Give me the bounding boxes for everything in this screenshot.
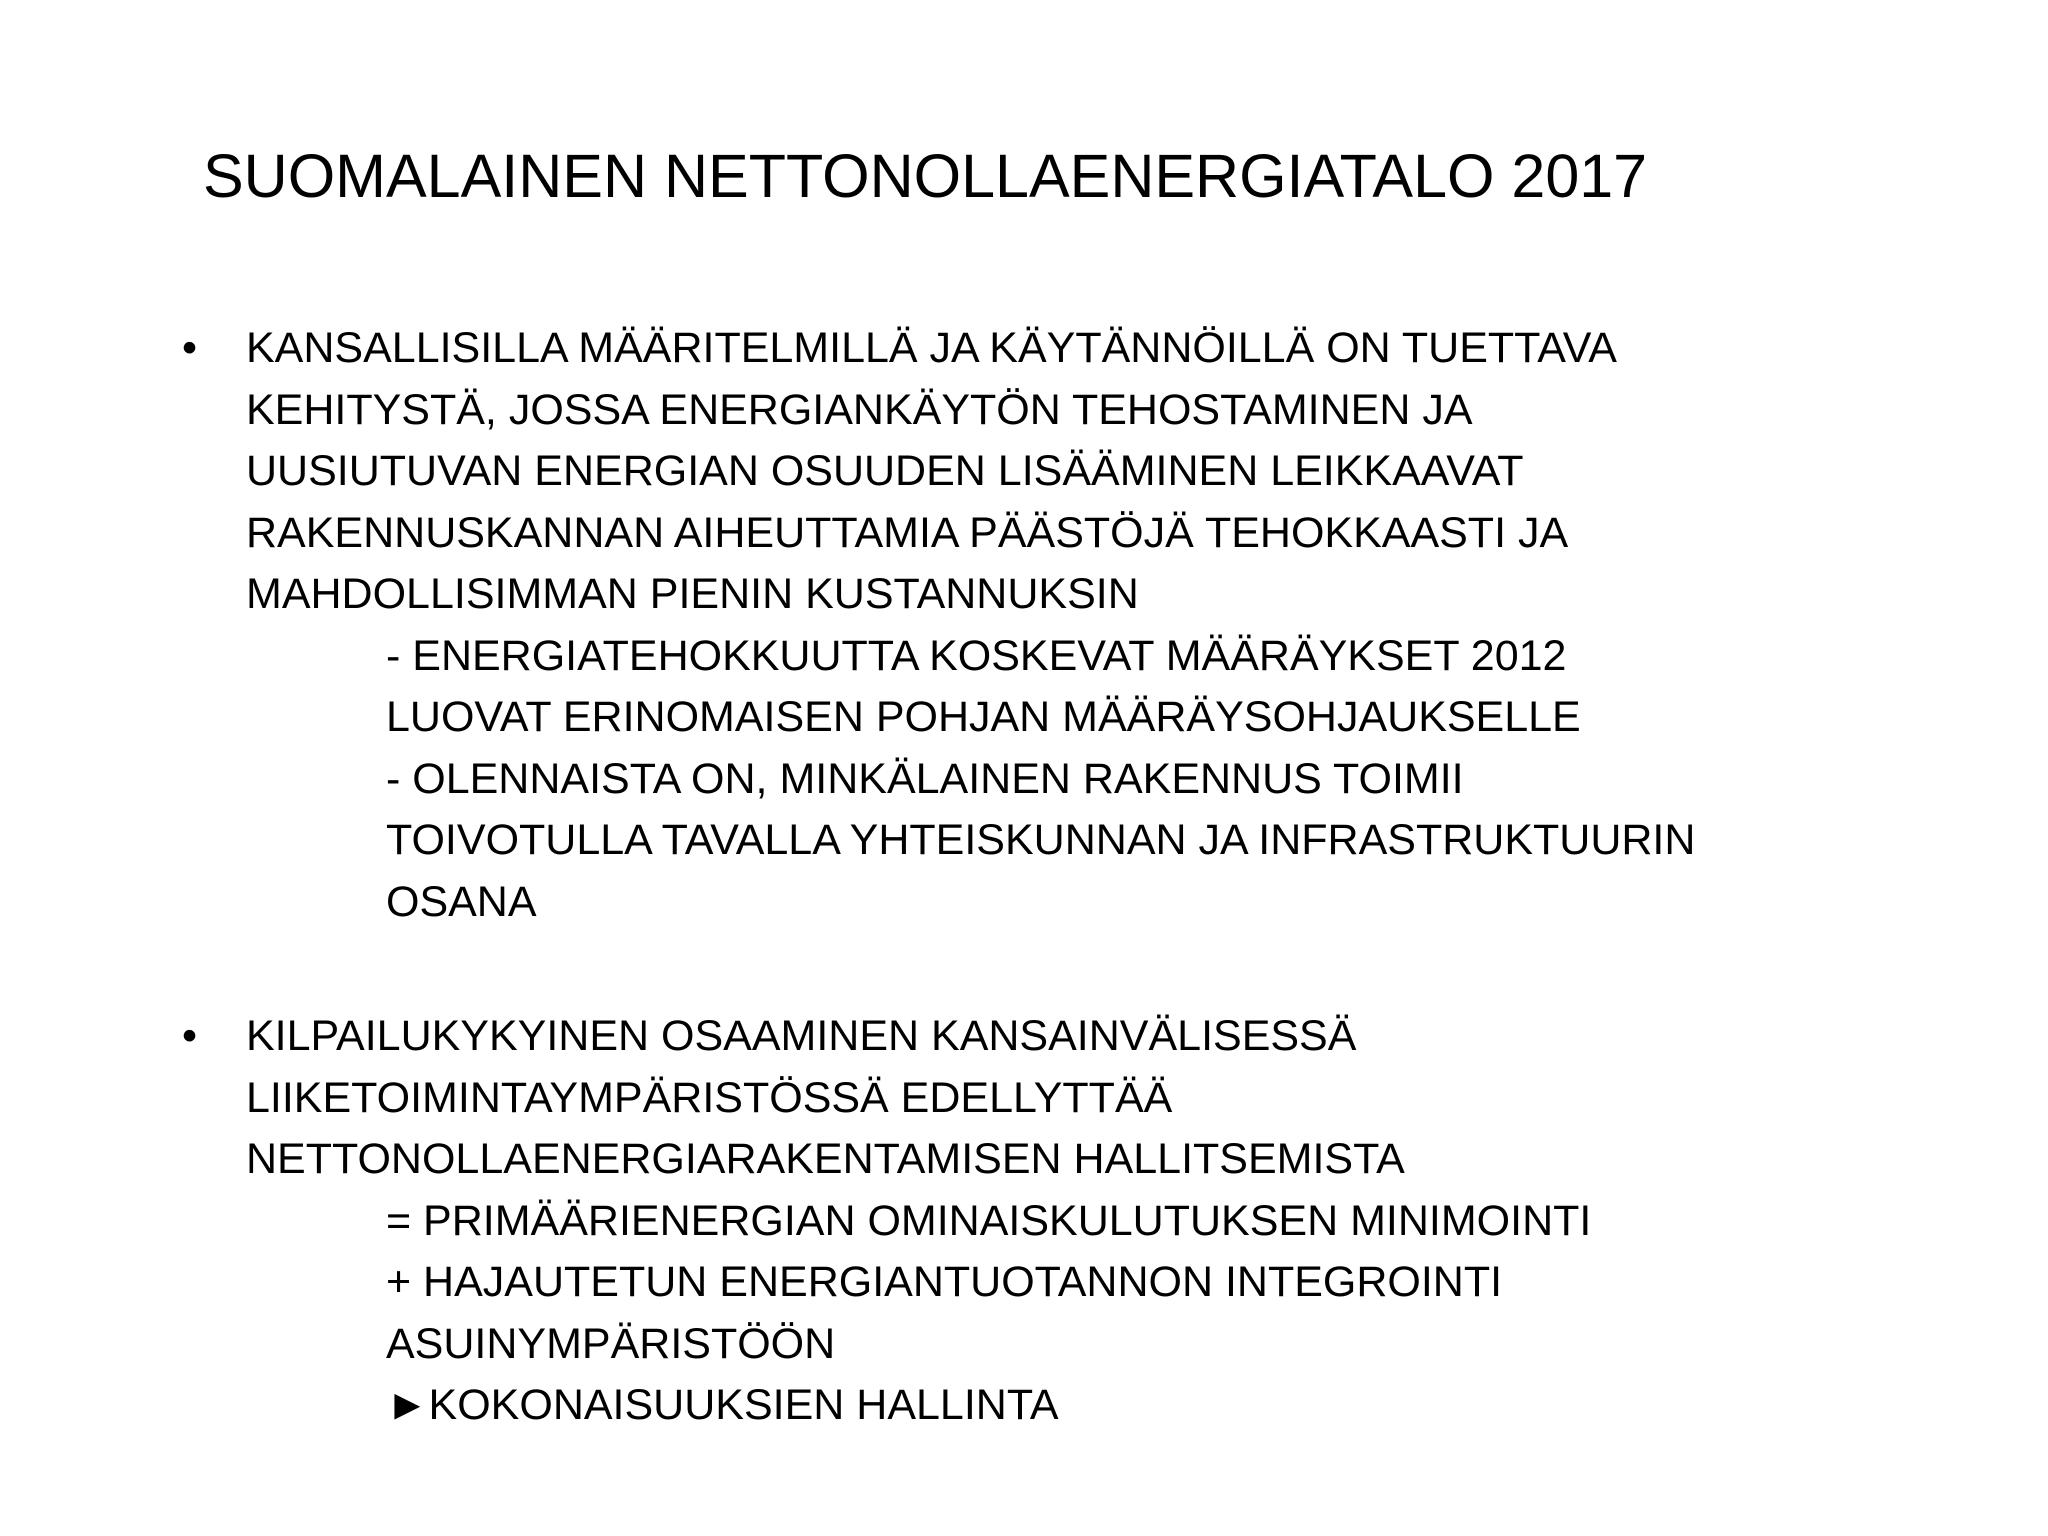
bullet-2-sub-line-2: + HAJAUTETUN ENERGIANTUOTANNON INTEGROINTI: [386, 1258, 1503, 1306]
bullet-1: [246, 318, 1696, 933]
bullet-1-sub-line-2: LUOVAT ERINOMAISEN POHJAN MÄÄRÄYSOHJAUKSELLE: [386, 693, 1581, 741]
bullet-1-line-1: KANSALLISILLA MÄÄRITELMILLÄ JA KÄYTÄNNÖILLÄ ON TUETTAVA: [246, 324, 1617, 372]
bullet-1-marker: •: [182, 324, 198, 372]
bullet-1-line-5: MAHDOLLISIMMAN PIENIN KUSTANNUKSIN: [246, 570, 1139, 618]
bullet-1-sub-line-1: - ENERGIATEHOKKUUTTA KOSKEVAT MÄÄRÄYKSET 2012: [386, 631, 1567, 680]
bullet-1-line-2: KEHITYSTÄ, JOSSA ENERGIANKÄYTÖN TEHOSTAMINEN JA: [246, 385, 1473, 434]
slide-title: SUOMALAINEN NETTONOLLAENERGIATALO 2017: [203, 142, 1648, 210]
bullet-1-sub-line-5: OSANA: [386, 877, 537, 926]
bullet-2: [246, 1006, 1592, 1437]
bullet-2-sub-line-3: ASUINYMPÄRISTÖÖN: [386, 1319, 836, 1368]
bullet-2-line-1: KILPAILUKYKYINEN OSAAMINEN KANSAINVÄLISESSÄ: [246, 1012, 1357, 1060]
bullet-2-sub-line-1: = PRIMÄÄRIENERGIAN OMINAISKULUTUKSEN MINIMOINTI: [386, 1196, 1592, 1245]
bullet-2-marker: •: [182, 1012, 198, 1060]
bullet-2-sub-line-4: ►KOKONAISUUKSIEN HALLINTA: [386, 1381, 1059, 1429]
bullet-1-sub-line-3: - OLENNAISTA ON, MINKÄLAINEN RAKENNUS TOIMII: [386, 754, 1464, 803]
bullet-1-line-4: RAKENNUSKANNAN AIHEUTTAMIA PÄÄSTÖJÄ TEHOKKAASTI JA: [246, 508, 1569, 557]
bullet-2-line-2: LIIKETOIMINTAYMPÄRISTÖSSÄ EDELLYTTÄÄ: [246, 1073, 1173, 1122]
bullet-2-line-3: NETTONOLLAENERGIARAKENTAMISEN HALLITSEMISTA: [246, 1135, 1405, 1183]
bullet-1-sub-line-4: TOIVOTULLA TAVALLA YHTEISKUNNAN JA INFRASTRUKTUURIN: [386, 816, 1696, 864]
bullet-1-line-3: UUSIUTUVAN ENERGIAN OSUUDEN LISÄÄMINEN LEIKKAAVAT: [246, 447, 1524, 495]
